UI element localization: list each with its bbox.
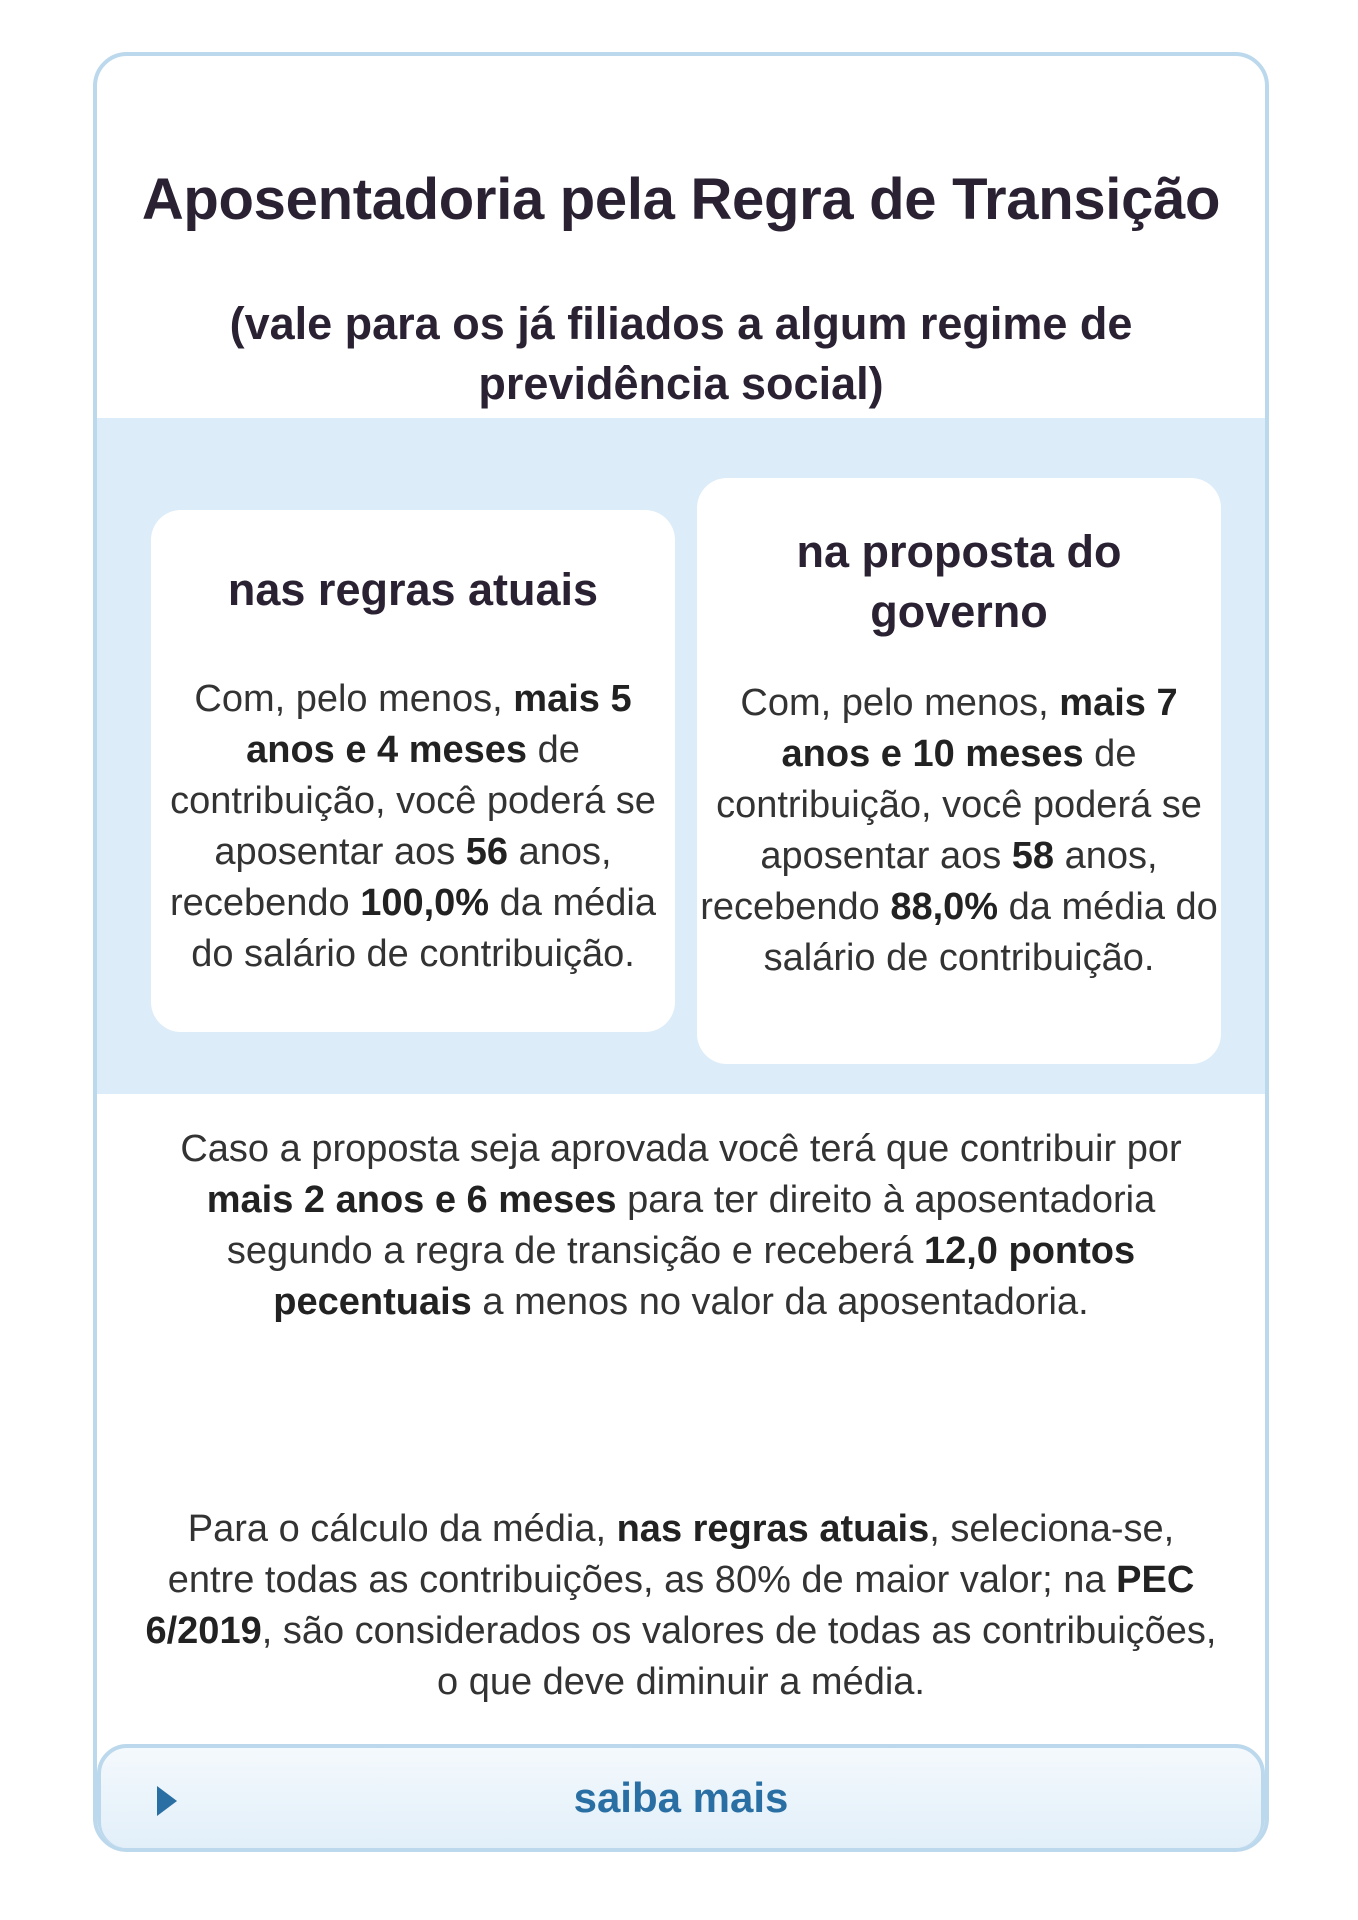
percentage-points-loss: 12,0 pontos pecentuais [273,1230,1136,1323]
comparison-section [97,418,1265,1094]
proposal-text: Com, pelo menos, mais 7 anos e 10 meses de contribuição, você poderá se aposentar aos 58 anos, recebendo 88,0% da média do salário de contribuição. [700,682,1218,979]
current-benefit-percent: 100,0% [360,882,490,924]
current-rules-text: Com, pelo menos, mais 5 anos e 4 meses de contribuição, você poderá se aposentar aos 56 anos, recebendo 100,0% da média do salário de contribuição. [170,678,656,975]
proposal-title: na proposta do governo [796,526,1122,637]
proposal-benefit-percent: 88,0% [890,886,999,928]
learn-more-button[interactable] [97,1744,1265,1852]
proposal-contribution-time: mais 7 anos e 10 meses [781,682,1178,775]
current-rules-panel [151,510,675,1032]
page-subtitle: (vale para os já filiados a algum regime de previdência social) [229,298,1133,409]
summary-text: Caso a proposta seja aprovada você terá que contribuir por mais 2 anos e 6 meses para ter direito à aposentadoria segundo a regra de transição e receberá 12,0 pontos pecentuais a menos no valor da aposentadoria. [180,1128,1182,1323]
page-title: Aposentadoria pela Regra de Transição [141,167,1221,232]
current-retirement-age: 56 [465,831,509,873]
proposal-retirement-age: 58 [1011,835,1055,877]
proposal-panel [697,478,1221,1064]
note-current-rules: nas regras atuais [616,1508,930,1550]
current-rules-title: nas regras atuais [227,564,599,615]
average-calculation-note: Para o cálculo da média, nas regras atuais, seleciona-se, entre todas as contribuições, as 80% de maior valor; na PEC 6/2019, são considerados os valores de todas as contribuições, o que deve diminuir a média. [145,1508,1217,1703]
note-pec: PEC 6/2019 [145,1559,1195,1652]
learn-more-label: saiba mais [573,1774,789,1821]
retirement-card [93,52,1269,1852]
current-contribution-time: mais 5 anos e 4 meses [246,678,632,771]
extra-contribution-time: mais 2 anos e 6 meses [206,1179,617,1221]
